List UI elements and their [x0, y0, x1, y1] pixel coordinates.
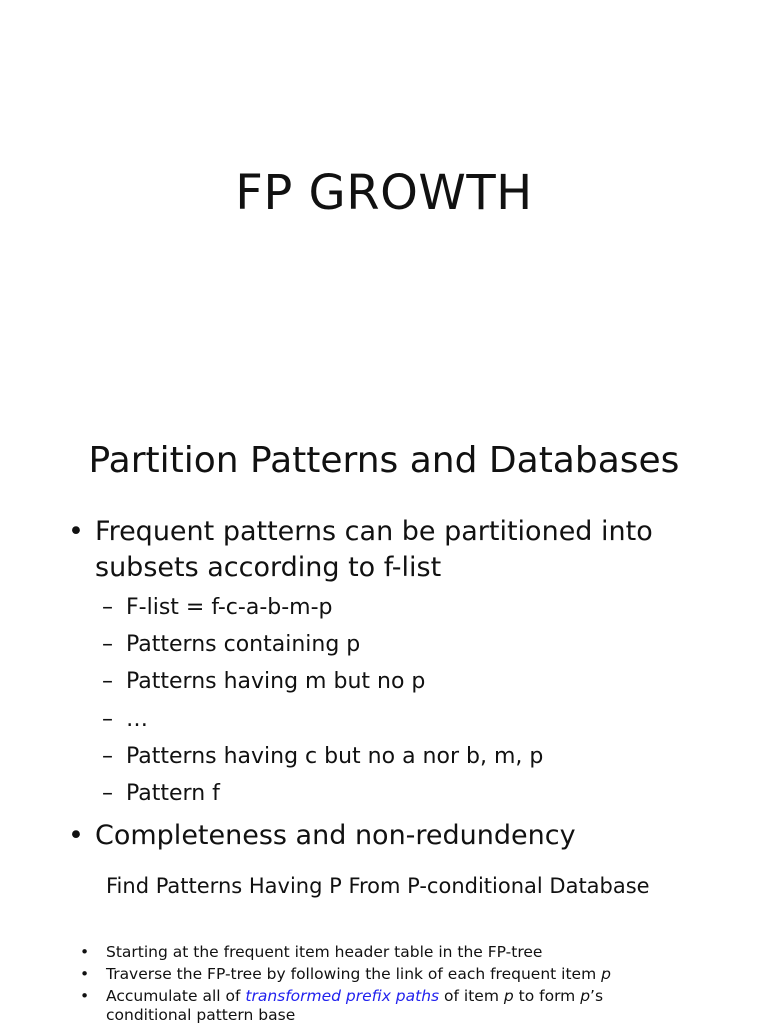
small-bullet-text-part: Traverse the FP-tree by following the link of each frequent item [106, 965, 602, 983]
small-bullet-text: Starting at the frequent item header table in the FP-tree [106, 943, 543, 961]
dash-marker: – [102, 632, 113, 657]
sub-bullet-item [0, 705, 768, 735]
bullet-text: Frequent patterns can be partitioned into subsets according to f-list [95, 516, 653, 583]
sub-bullet-text: Patterns having m but no p [126, 669, 426, 694]
small-bullet-text-part: ’s conditional pattern base [106, 987, 604, 1024]
sub-bullet-item [0, 742, 768, 772]
small-bullet-item [0, 943, 768, 963]
bullet-item [0, 514, 768, 586]
bullet-marker: • [68, 516, 84, 547]
sub-bullet-text: Patterns containing p [126, 632, 361, 657]
transformed-prefix-paths-highlight: transformed prefix paths [245, 987, 440, 1005]
small-bullet-text-part: of item [439, 987, 504, 1005]
small-bullet-item [0, 987, 768, 1025]
small-bullet-item [0, 965, 768, 985]
item-p-italic: p [503, 987, 514, 1005]
bullet-item [0, 818, 768, 854]
subsection-heading: Find Patterns Having P From P-conditional Database [106, 874, 650, 898]
sub-bullet-item [0, 630, 768, 660]
sub-bullet-text: Pattern f [126, 781, 220, 806]
bullet-marker: • [80, 987, 90, 1005]
sub-bullet-item [0, 593, 768, 623]
dash-marker: – [102, 595, 113, 620]
small-bullet-text-part: Accumulate all of [106, 987, 246, 1005]
sub-bullet-text: F-list = f-c-a-b-m-p [126, 595, 333, 620]
bullet-marker: • [80, 943, 90, 961]
sub-bullet-item [0, 667, 768, 697]
bullet-text: Completeness and non-redundency [95, 820, 576, 851]
dash-marker: – [102, 781, 113, 806]
sub-bullet-text: … [126, 707, 148, 732]
small-bullet-text-part: to form [513, 987, 581, 1005]
bullet-marker: • [68, 820, 84, 851]
dash-marker: – [102, 744, 113, 769]
sub-bullet-text: Patterns having c but no a nor b, m, p [126, 744, 544, 769]
sub-bullet-item [0, 779, 768, 809]
slide-title: FP GROWTH [235, 165, 533, 221]
dash-marker: – [102, 669, 113, 694]
item-p-italic: p [580, 987, 591, 1005]
bullet-marker: • [80, 965, 90, 983]
dash-marker: – [102, 707, 113, 732]
small-bullet-text [106, 965, 626, 984]
small-bullet-text [106, 987, 626, 1025]
item-p-italic: p [601, 965, 611, 983]
section-heading: Partition Patterns and Databases [88, 440, 680, 481]
